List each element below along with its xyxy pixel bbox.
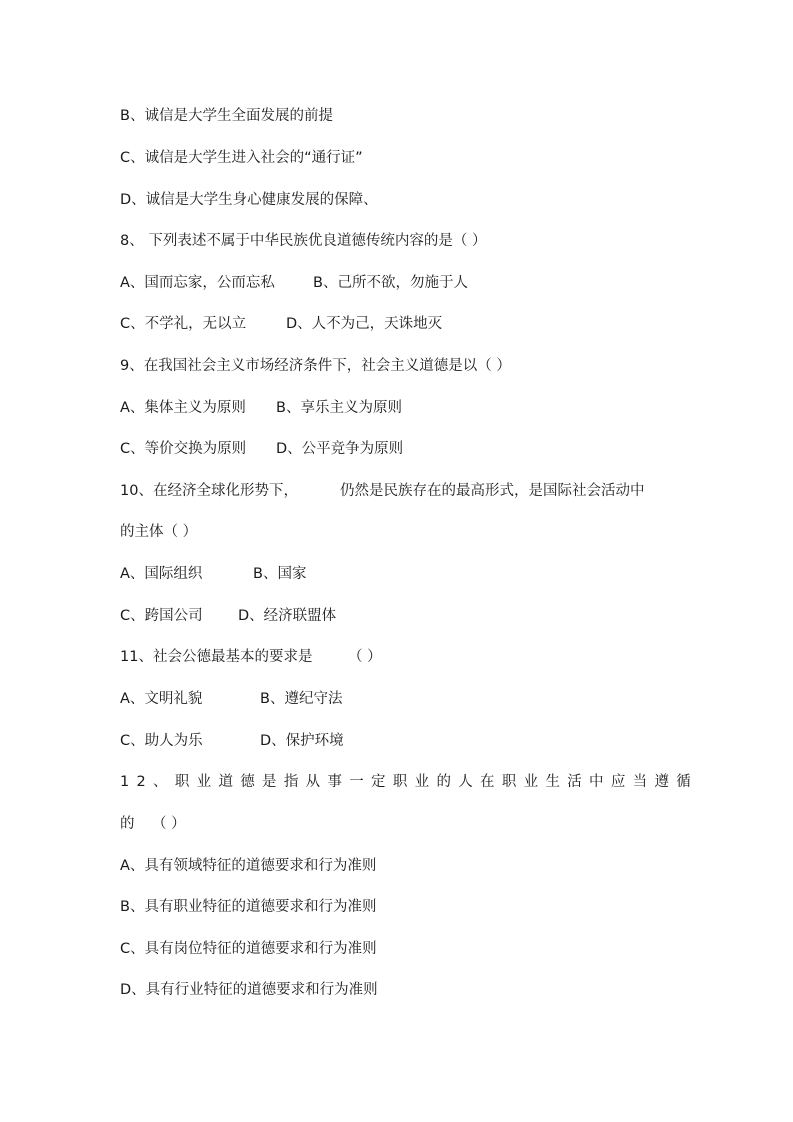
option-c: C、助人为乐 <box>120 733 203 749</box>
text-line: D、诚信是大学生身心健康发展的保障、 <box>120 192 378 208</box>
question-12-option-d <box>120 980 378 1000</box>
option-a: A、具有领域特征的道德要求和行为准则 <box>120 858 377 874</box>
option-a: A、文明礼貌 <box>120 691 203 707</box>
option-b: B、己所不欲，勿施于人 <box>313 275 468 291</box>
question-8 <box>120 231 486 251</box>
option-a: A、国际组织 <box>120 566 203 582</box>
option-b: B、遵纪守法 <box>260 691 343 707</box>
option-c: C、跨国公司 <box>120 608 203 624</box>
question-12-option-b <box>120 897 376 917</box>
option-b-text <box>120 106 333 126</box>
option-b: B、国家 <box>253 566 307 582</box>
question-text: 8、 下列表述不属于中华民族优良道德传统内容的是（ ） <box>120 233 487 249</box>
option-b: B、具有职业特征的道德要求和行为准则 <box>120 899 377 915</box>
answer-blank: （ ） <box>152 816 186 832</box>
option-b: B、享乐主义为原则 <box>276 400 402 416</box>
option-c: C、不学礼，无以立 <box>120 316 247 332</box>
question-text-part1: 10、在经济全球化形势下， <box>120 483 298 499</box>
option-d: D、经济联盟体 <box>238 608 337 624</box>
question-12-option-c <box>120 939 377 959</box>
question-9 <box>120 356 511 376</box>
option-a: A、国而忘家，公而忘私 <box>120 275 275 291</box>
option-c: C、等价交换为原则 <box>120 441 247 457</box>
option-c: C、具有岗位特征的道德要求和行为准则 <box>120 941 377 957</box>
option-d: D、具有行业特征的道德要求和行为准则 <box>120 982 378 998</box>
question-text: 的主体（ ） <box>120 524 198 540</box>
option-d-text <box>120 190 378 210</box>
option-a: A、集体主义为原则 <box>120 400 246 416</box>
question-text: 9、在我国社会主义市场经济条件下，社会主义道德是以（ ） <box>120 358 511 374</box>
question-text-part2: 仍然是民族存在的最高形式，是国际社会活动中 <box>340 483 645 499</box>
option-d: D、保护环境 <box>260 733 344 749</box>
option-c-text <box>120 148 363 168</box>
text-line: C、诚信是大学生进入社会的“通行证” <box>120 150 363 166</box>
question-text: 12、职业道德是指从事一定职业的人在职业生活中应当遵循 <box>120 774 699 790</box>
option-d: D、公平竞争为原则 <box>276 441 404 457</box>
question-12 <box>120 772 699 792</box>
question-text: 的 <box>120 816 135 832</box>
option-d: D、人不为己，天诛地灭 <box>286 316 443 332</box>
text-line: B、诚信是大学生全面发展的前提 <box>120 108 333 124</box>
question-10-continuation <box>120 522 197 542</box>
answer-blank: （ ） <box>348 649 382 665</box>
question-12-option-a <box>120 856 376 876</box>
question-text: 11、社会公德最基本的要求是 <box>120 649 313 665</box>
